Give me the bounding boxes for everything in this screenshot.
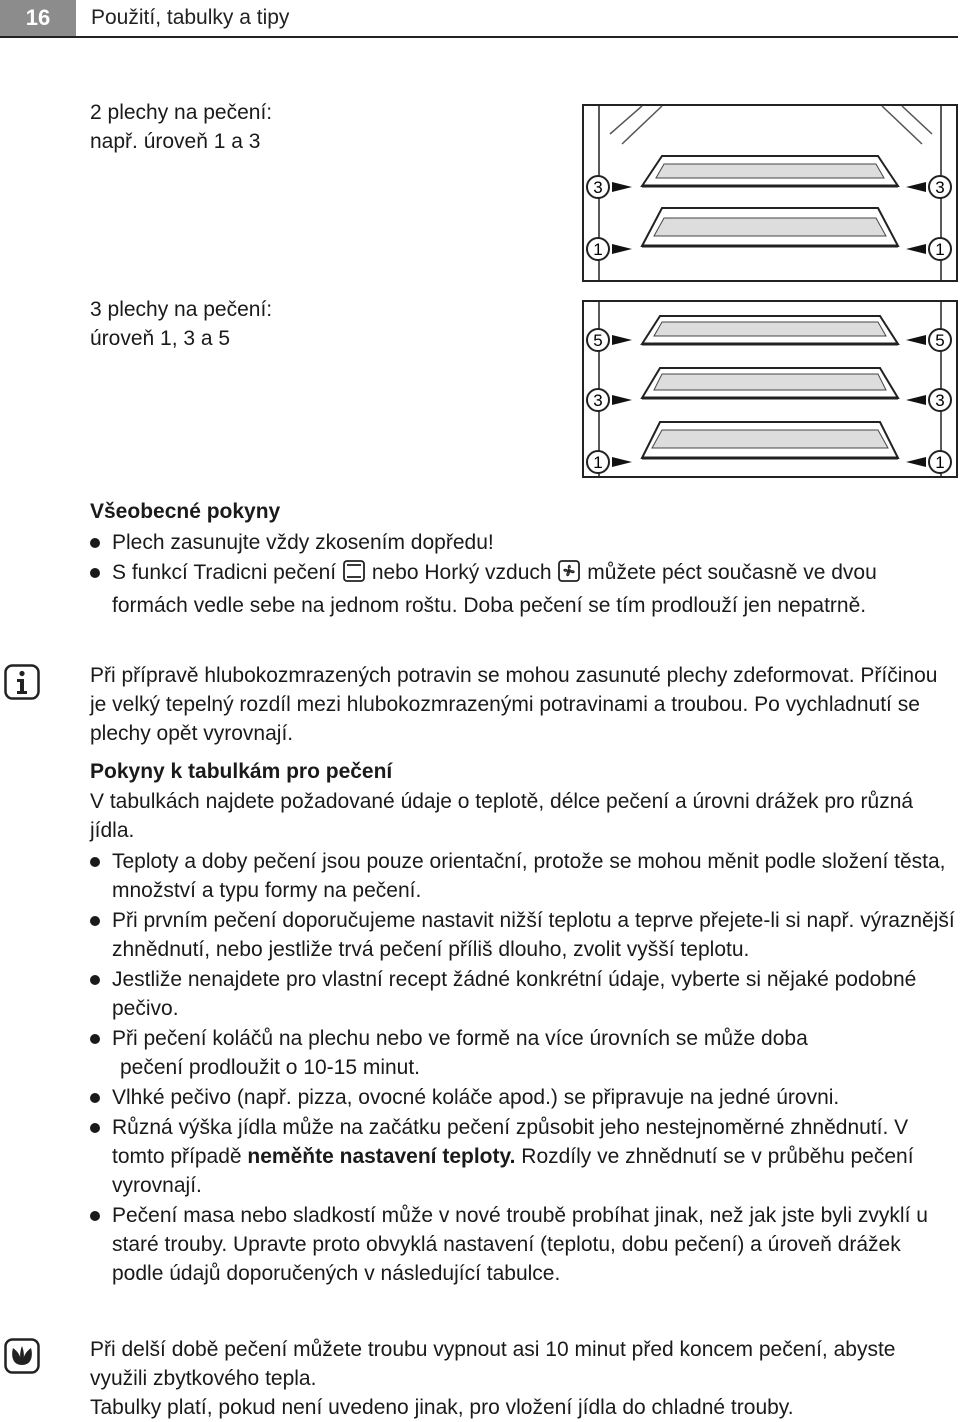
svg-text:3: 3 [593, 178, 603, 197]
svg-text:3: 3 [935, 391, 945, 410]
oven-diagram-two-trays [582, 104, 958, 282]
tray-level-1 [642, 422, 898, 458]
fan-hot-air-icon [557, 559, 581, 591]
three-trays-caption-line2: úroveň 1, 3 a 5 [90, 327, 231, 350]
general-heading: Všeobecné pokyny [90, 500, 281, 523]
two-trays-caption-line2: např. úroveň 1 a 3 [90, 130, 261, 153]
table-notes-heading: Pokyny k tabulkám pro pečení [90, 760, 393, 783]
svg-text:1: 1 [593, 240, 603, 259]
svg-text:1: 1 [935, 240, 945, 259]
svg-text:1: 1 [593, 453, 603, 472]
list-item: Různá výška jídla může na začátku pečení způsobit jeho nestejnoměrné zhnědnutí. V tomto případě neměňte nastavení teploty. Rozdíly ve zhnědnutí se v průběhu pečení vyrovnají. [90, 1113, 956, 1200]
list-item: Při prvním pečení doporučujeme nastavit nižší teplotu a teprve přejete-li si např. výraznější zhnědnutí, nebo jestliže trvá pečení příliš dlouho, zvolit vyšší teplotu. [90, 906, 956, 964]
page-header [0, 0, 958, 38]
eco-note-line2: Tabulky platí, pokud není uvedeno jinak, pro vložení jídla do chladné trouby. [90, 1396, 794, 1419]
svg-text:5: 5 [935, 331, 945, 350]
general-list [90, 528, 956, 621]
conventional-heating-icon [342, 559, 366, 591]
tray-level-1 [642, 208, 898, 246]
list-item: Vlhké pečivo (např. pizza, ovocné koláče apod.) se připravuje na jedné úrovni. [90, 1083, 956, 1112]
page-number: 16 [0, 0, 76, 36]
tray-level-3 [642, 156, 898, 186]
svg-text:1: 1 [935, 453, 945, 472]
list-item: Pečení masa nebo sladkostí může v nové troubě probíhat jinak, než jak jste byli zvyklí u staré trouby. Upravte proto obvyklá nastavení (teplotu, dobu pečení) a úroveň drážek podle údajů doporučených v následující tabulce. [90, 1201, 956, 1288]
svg-text:5: 5 [593, 331, 603, 350]
list-item: S funkcí Tradicni pečení nebo Horký vzduch můžete péct současně ve dvou formách vedle sebe na jednom roštu. Doba pečení se tím prodlouží jen nepatrně. [90, 558, 956, 620]
info-note-text: Při přípravě hlubokozmrazených potravin se mohou zasunuté plechy zdeformovat. Příčinou je velký tepelný rozdíl mezi hlubokozmrazenými potravinami a troubou. Po vychladnutí se plechy opět vyrovnají. [90, 664, 938, 745]
info-icon [4, 664, 40, 700]
list-item: Plech zasunujte vždy zkosením dopředu! [90, 528, 956, 557]
chapter-title: Použití, tabulky a tipy [91, 6, 290, 29]
two-trays-caption-line1: 2 plechy na pečení: [90, 101, 273, 124]
oven-diagram-three-trays [582, 300, 958, 478]
svg-text:3: 3 [593, 391, 603, 410]
tray-level-5 [642, 316, 898, 344]
tray-level-3 [642, 368, 898, 398]
eco-leaf-icon [4, 1338, 40, 1374]
list-item: Při pečení koláčů na plechu nebo ve formě na více úrovních se může doba pečení prodloužit o 10-15 minut. [90, 1024, 956, 1082]
eco-note-line1: Při delší době pečení můžete troubu vypnout asi 10 minut před koncem pečení, abyste využili zbytkového tepla. [90, 1338, 896, 1390]
table-notes-list [90, 847, 956, 1289]
list-item: Teploty a doby pečení jsou pouze orientační, protože se mohou měnit podle složení těsta, množství a typu formy na pečení. [90, 847, 956, 905]
svg-text:3: 3 [935, 178, 945, 197]
list-item: Jestliže nenajdete pro vlastní recept žádné konkrétní údaje, vyberte si nějaké podobné pečivo. [90, 965, 956, 1023]
table-notes-intro: V tabulkách najdete požadované údaje o teplotě, délce pečení a úrovni drážek pro různá jídla. [90, 790, 914, 842]
three-trays-caption-line1: 3 plechy na pečení: [90, 298, 273, 321]
